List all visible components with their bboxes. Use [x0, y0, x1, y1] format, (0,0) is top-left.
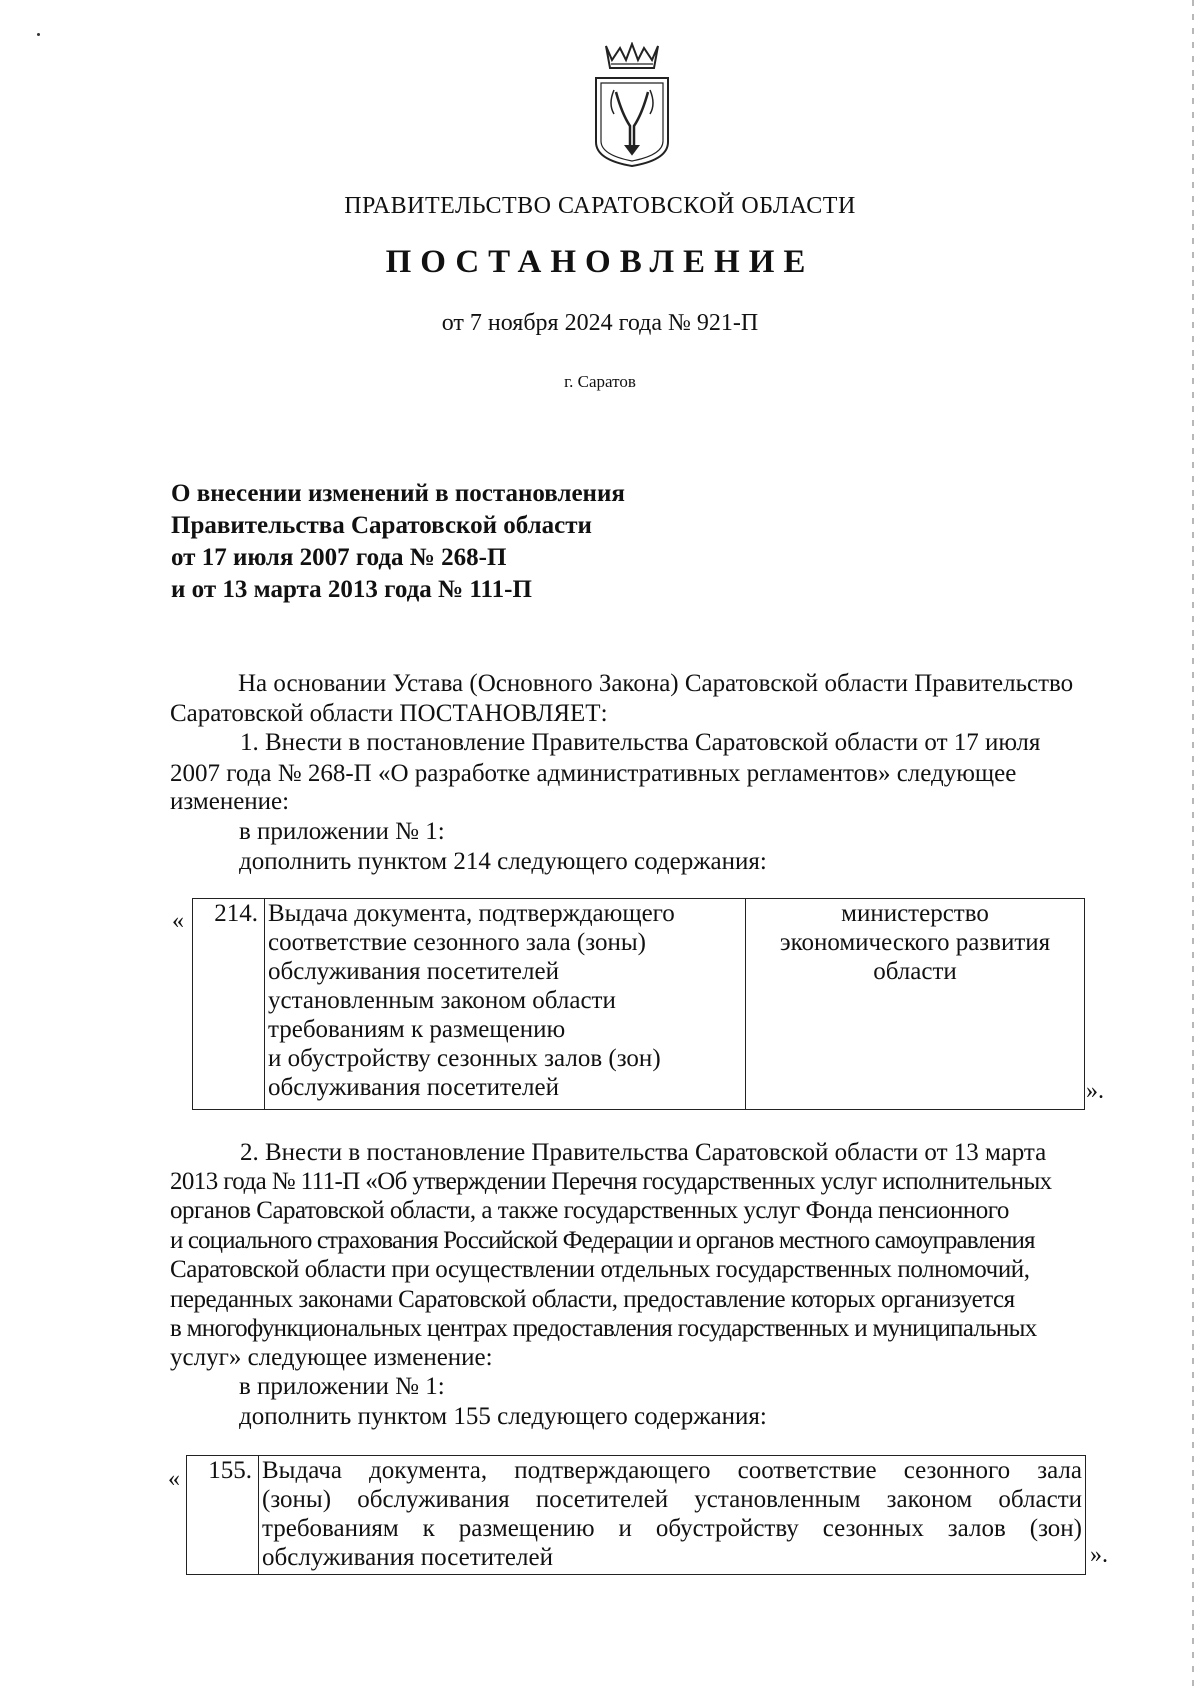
subject-line: Правительства Саратовской области: [171, 512, 592, 539]
preamble-line: Саратовской области ПОСТАНОВЛЯЕТ:: [170, 700, 608, 727]
description-line: соответствие сезонного зала (зоны): [268, 929, 646, 956]
item2-line: и социального страхования Российской Федерации и органов местного самоуправления: [170, 1227, 1035, 1254]
table-close-quote: ».: [1086, 1078, 1104, 1104]
description-line: обслуживания посетителей: [268, 958, 559, 985]
insert-table-155: [186, 1455, 1086, 1575]
item2-line: 2013 года № 111-П «Об утверждении Перечня государственных услуг исполнительных: [170, 1168, 1052, 1195]
department-line: области: [873, 958, 957, 985]
item2-line: в многофункциональных центрах предоставления государственных и муниципальных: [170, 1315, 1037, 1342]
description-line: обслуживания посетителей: [268, 1074, 559, 1101]
table-cell-description: [265, 899, 746, 1110]
item2-line: Саратовской области при осуществлении отдельных государственных полномочий,: [170, 1256, 1030, 1283]
item2-line: дополнить пунктом 155 следующего содержания:: [239, 1403, 767, 1430]
item2-line: в приложении № 1:: [239, 1373, 445, 1400]
department-line: экономического развития: [779, 929, 1051, 956]
item1-line: в приложении № 1:: [239, 818, 445, 845]
description-line: (зоны) обслуживания посетителей установленным законом области: [262, 1486, 1082, 1513]
item1-line: 1. Внести в постановление Правительства Саратовской области от 17 июля: [240, 729, 1041, 756]
insert-table-214: [192, 898, 1085, 1110]
subject-line: О внесении изменений в постановления: [171, 480, 625, 507]
description-line: требованиям к размещению и обустройству сезонных залов (зон): [262, 1515, 1082, 1542]
coat-of-arms-icon: [592, 42, 672, 168]
item1-line: изменение:: [170, 788, 290, 815]
item2-line: органов Саратовской области, а также государственных услуг Фонда пенсионного: [170, 1197, 1009, 1224]
document-type: ПОСТАНОВЛЕНИЕ: [385, 244, 815, 280]
description-line: и обустройству сезонных залов (зон): [268, 1045, 661, 1072]
item2-line: услуг» следующее изменение:: [170, 1344, 493, 1371]
description-line: обслуживания посетителей: [262, 1544, 553, 1571]
table-close-quote: ».: [1090, 1542, 1108, 1568]
subject-line: и от 13 марта 2013 года № 111-П: [171, 576, 532, 603]
government-title: ПРАВИТЕЛЬСТВО САРАТОВСКОЙ ОБЛАСТИ: [344, 193, 856, 219]
description-line: Выдача документа, подтверждающего: [268, 900, 675, 927]
item1-line: дополнить пунктом 214 следующего содержания:: [239, 848, 767, 875]
table-open-quote: «: [168, 1466, 180, 1492]
table-cell-department: [746, 899, 1085, 1110]
description-line: установленным законом области: [268, 987, 616, 1014]
description-line: Выдача документа, подтверждающего соответствие сезонного зала: [262, 1457, 1082, 1484]
subject-line: от 17 июля 2007 года № 268-П: [171, 544, 507, 571]
preamble-line: На основании Устава (Основного Закона) Саратовской области Правительство: [238, 670, 1074, 697]
description-line: требованиям к размещению: [268, 1016, 566, 1043]
table-open-quote: «: [172, 908, 184, 934]
table-cell-number: 155.: [187, 1456, 259, 1575]
table-cell-number: 214.: [193, 899, 265, 1110]
item1-line: 2007 года № 268-П «О разработке административных регламентов» следующее: [170, 760, 1017, 787]
document-date-number: от 7 ноября 2024 года № 921-П: [441, 310, 759, 336]
scan-speck: [37, 33, 40, 36]
department-line: министерство: [841, 900, 989, 927]
item2-line: переданных законами Саратовской области, предоставление которых организуется: [170, 1286, 1015, 1313]
document-city: г. Саратов: [564, 372, 636, 391]
table-cell-description: [259, 1456, 1086, 1575]
item2-line: 2. Внести в постановление Правительства Саратовской области от 13 марта: [240, 1139, 1047, 1166]
document-subject: [171, 478, 871, 606]
